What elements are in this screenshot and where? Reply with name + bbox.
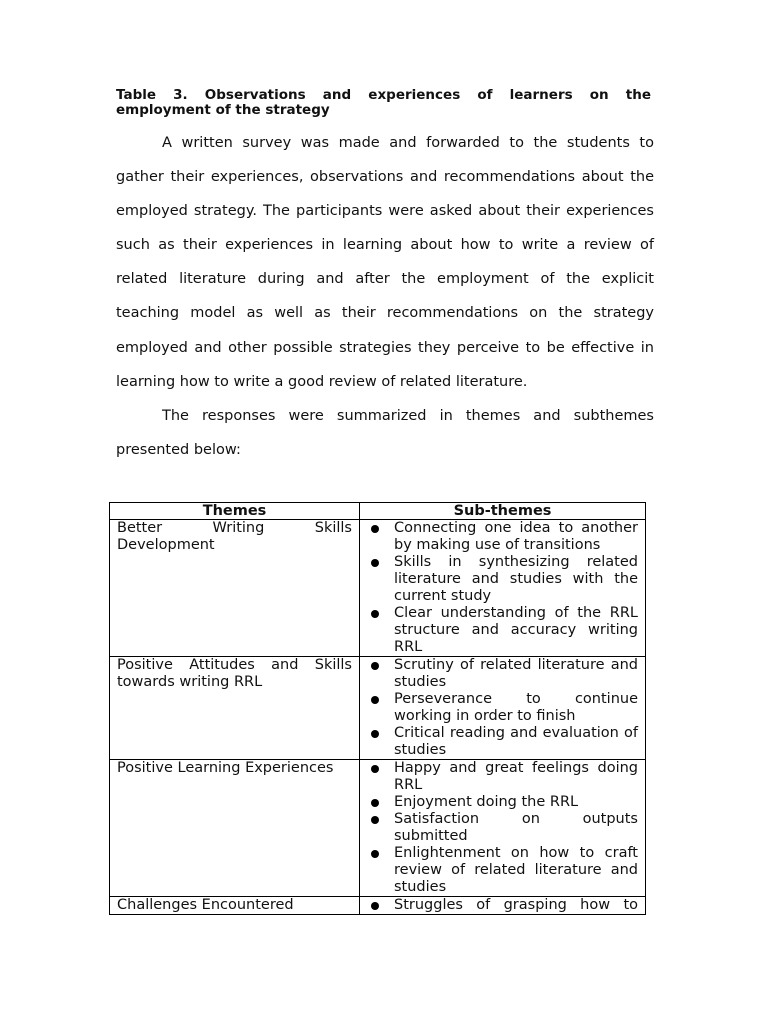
- subtheme-list: [367, 760, 638, 896]
- themes-table: [109, 502, 646, 915]
- subtheme-text: Enlightenment on how to craft review of related literature and studies: [394, 845, 638, 895]
- theme-cell: Challenges Encountered: [110, 897, 360, 915]
- list-item: [367, 657, 638, 691]
- summary-paragraph: The responses were summarized in themes and subthemes presented below:: [116, 408, 654, 459]
- bullet-icon: [371, 850, 379, 858]
- table-header-row: [110, 503, 646, 520]
- bullet-icon: [371, 902, 379, 910]
- bullet-icon: [371, 662, 379, 670]
- subtheme-list: [367, 657, 638, 759]
- subtheme-text: Happy and great feelings doing RRL: [394, 760, 638, 793]
- subthemes-cell: [360, 760, 646, 897]
- table-row: [110, 760, 646, 897]
- list-item: [367, 605, 638, 656]
- list-item: [367, 811, 638, 845]
- bullet-icon: [371, 765, 379, 773]
- subtheme-text: Skills in synthesizing related literature and studies with the current study: [394, 554, 638, 604]
- bullet-icon: [371, 696, 379, 704]
- subtheme-text: Struggles of grasping how to: [394, 897, 638, 913]
- survey-paragraph: A written survey was made and forwarded to the students to gather their experiences, observations and recommendations about the employed strategy. The participants were asked about their experiences such as their experiences in learning about how to write a review of related literature during and after the employment of the explicit teaching model as well as their recommendations on the strategy employed and other possible strategies they perceive to be effective in learning how to write a good review of related literature.: [116, 135, 654, 390]
- bullet-icon: [371, 610, 379, 618]
- bullet-icon: [371, 559, 379, 567]
- list-item: [367, 520, 638, 554]
- subtheme-text: Clear understanding of the RRL structure and accuracy writing RRL: [394, 605, 638, 655]
- subtheme-list: [367, 897, 638, 914]
- subthemes-cell: [360, 657, 646, 760]
- list-item: [367, 760, 638, 794]
- subtheme-list: [367, 520, 638, 656]
- themes-header: Themes: [110, 503, 360, 520]
- subtheme-text: Scrutiny of related literature and studies: [394, 657, 638, 690]
- table-row: [110, 897, 646, 915]
- subtheme-text: Critical reading and evaluation of studies: [394, 725, 638, 758]
- subtheme-text: Connecting one idea to another by making use of transitions: [394, 520, 638, 553]
- list-item: [367, 897, 638, 914]
- theme-cell: Positive Attitudes and Skills towards writing RRL: [110, 657, 360, 760]
- table-row: [110, 657, 646, 760]
- subthemes-cell: [360, 520, 646, 657]
- bullet-icon: [371, 525, 379, 533]
- list-item: [367, 794, 638, 811]
- list-item: [367, 691, 638, 725]
- bullet-icon: [371, 730, 379, 738]
- theme-cell: Better Writing Skills Development: [110, 520, 360, 657]
- theme-cell: Positive Learning Experiences: [110, 760, 360, 897]
- subtheme-text: Satisfaction on outputs submitted: [394, 811, 638, 844]
- subtheme-text: Perseverance to continue working in order to finish: [394, 691, 638, 724]
- table-row: [110, 520, 646, 657]
- list-item: [367, 845, 638, 896]
- subthemes-header: Sub-themes: [360, 503, 646, 520]
- bullet-icon: [371, 799, 379, 807]
- bullet-icon: [371, 816, 379, 824]
- list-item: [367, 554, 638, 605]
- subtheme-text: Enjoyment doing the RRL: [394, 794, 579, 810]
- table-caption: Table 3. Observations and experiences of learners on the employment of the strategy: [116, 87, 651, 118]
- subthemes-cell: [360, 897, 646, 915]
- list-item: [367, 725, 638, 759]
